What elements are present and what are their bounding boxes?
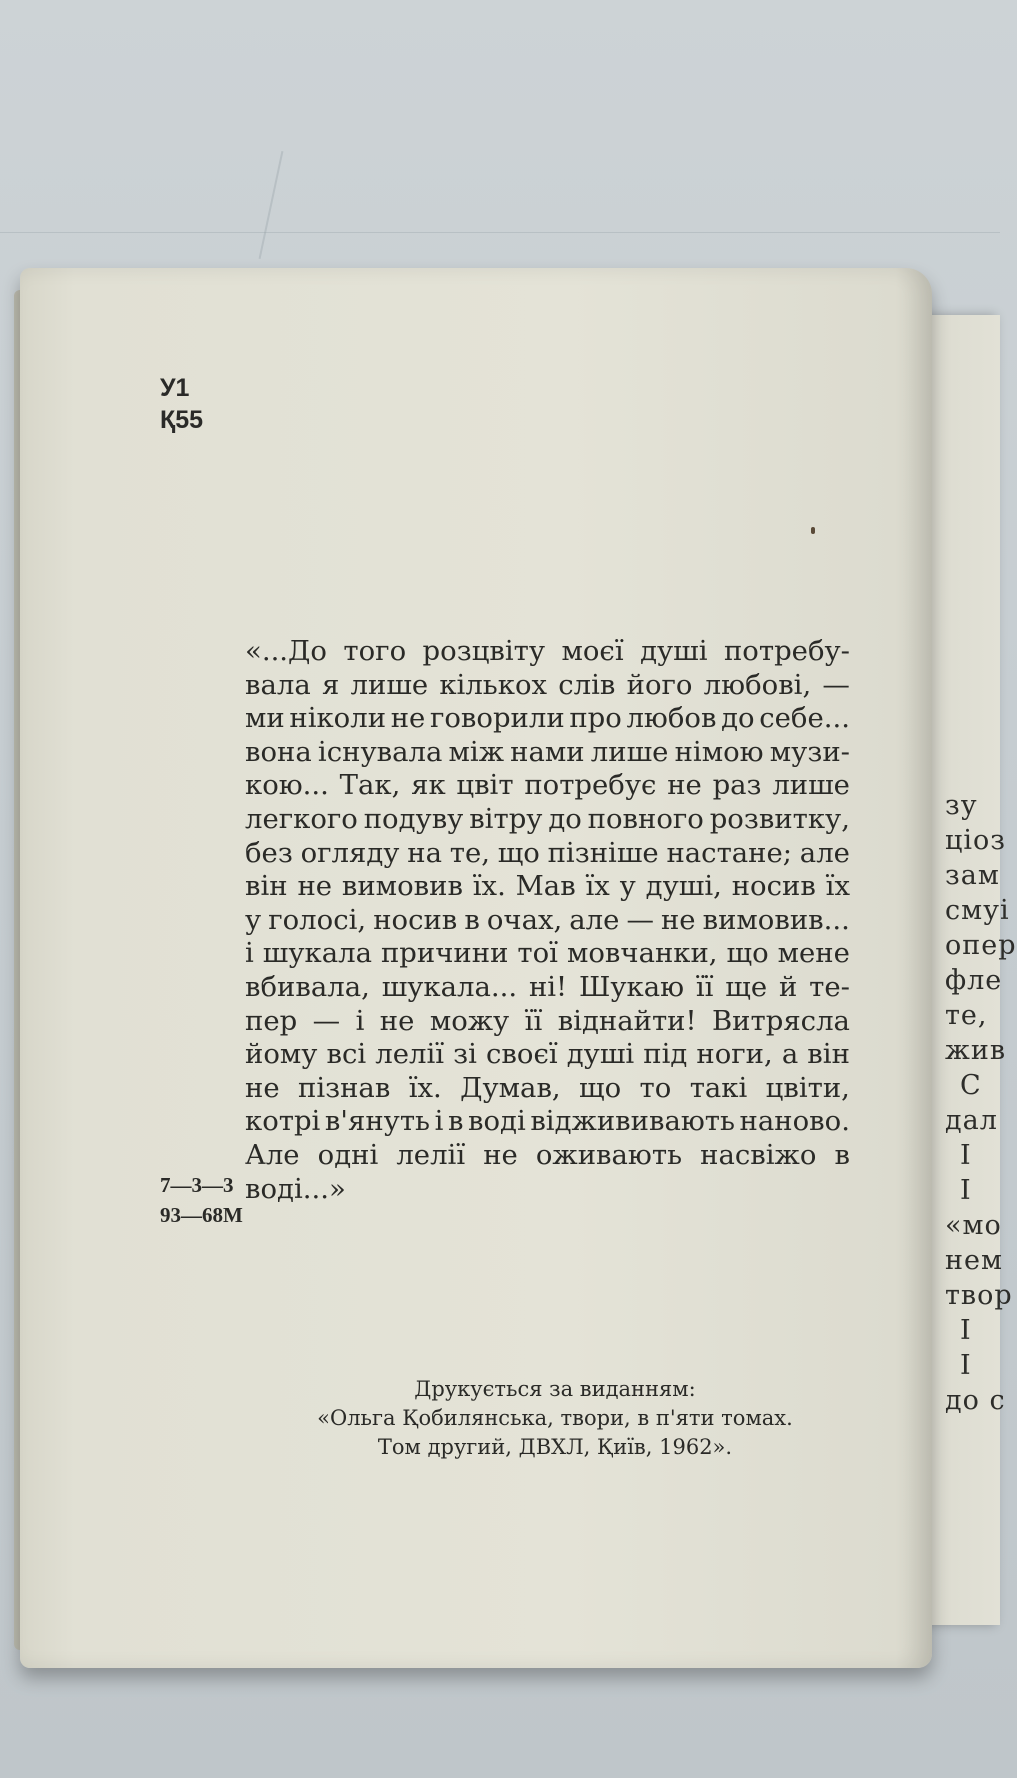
- quote-line: у голосі, носив в очах, але — не вимовив...: [245, 903, 850, 936]
- next-page-fragment: опер: [945, 930, 1017, 961]
- imprint-line: Том другий, ДВХЛ, Қиїв, 1962».: [377, 1435, 733, 1459]
- quote-line: вона існувала між нами лише німою музи-: [245, 735, 850, 768]
- index-code: У1: [160, 374, 190, 402]
- quote-line: ми ніколи не говорили про любов до себе...: [245, 702, 850, 735]
- next-page-fragment: С: [960, 1070, 982, 1101]
- catalog-code: 93—68М: [160, 1203, 243, 1227]
- index-code: Қ55: [160, 406, 204, 434]
- next-page-fragment: жив: [945, 1035, 1007, 1066]
- catalog-codes: [160, 1170, 243, 1230]
- quote-line: Але одні лелії не оживають насвіжо в: [245, 1138, 850, 1171]
- quote-line: легкого подуву вітру до повного розвитку,: [245, 802, 850, 835]
- next-page-fragment: дал: [945, 1105, 998, 1136]
- next-page-fragment: І: [960, 1175, 972, 1206]
- epigraph-quote: [245, 635, 850, 1206]
- quote-line: пер — і не можу її віднайти! Витрясла: [245, 1004, 850, 1037]
- quote-line: вбивала, шукала... ні! Шукаю її ще й те-: [245, 970, 850, 1003]
- next-page-fragment: зу: [945, 790, 978, 821]
- next-page-fragment: зам: [945, 860, 1000, 891]
- next-page-fragment: ціоз: [945, 825, 1006, 856]
- next-page-fragment: «мо: [945, 1210, 1002, 1241]
- quote-line: воді...»: [245, 1172, 346, 1205]
- catalog-code: 7—3—3: [160, 1173, 234, 1197]
- quote-line: вала я лише кількох слів його любові, —: [245, 668, 850, 701]
- imprint-line: Друкується за виданням:: [414, 1377, 696, 1401]
- next-page-fragment: до с: [945, 1385, 1006, 1416]
- quote-line: і шукала причини тої мовчанки, що мене: [245, 937, 850, 970]
- quote-line: котрі в'януть і в воді віджививають наново.: [245, 1105, 850, 1138]
- quote-line: не пізнав їх. Думав, що то такі цвіти,: [245, 1071, 850, 1104]
- next-page-fragment: І: [960, 1350, 972, 1381]
- quote-line: він не вимовив їх. Мав їх у душі, носив їх: [245, 870, 850, 903]
- quote-line: «...До того розцвіту моєї душі потребу-: [245, 635, 850, 667]
- next-page-fragment: те,: [945, 1000, 988, 1031]
- quote-line: йому всі лелії зі своєї душі під ноги, а він: [245, 1038, 850, 1071]
- quote-line: без огляду на те, що пізніше настане; але: [245, 836, 850, 869]
- index-codes: [160, 372, 203, 436]
- next-page-fragment: смуі: [945, 895, 1010, 926]
- next-page-fragment: твор: [945, 1280, 1013, 1311]
- next-page-fragment: І: [960, 1140, 972, 1171]
- imprint-line: «Ольга Қобилянська, твори, в п'яти томах.: [317, 1406, 793, 1430]
- next-page-fragment: І: [960, 1315, 972, 1346]
- paper-speck: [811, 527, 815, 534]
- next-page-fragment: нем: [945, 1245, 1003, 1276]
- next-page-fragment: фле: [945, 965, 1003, 996]
- imprint-note: [260, 1375, 850, 1462]
- quote-line: кою... Так, як цвіт потребує не раз лише: [245, 769, 850, 802]
